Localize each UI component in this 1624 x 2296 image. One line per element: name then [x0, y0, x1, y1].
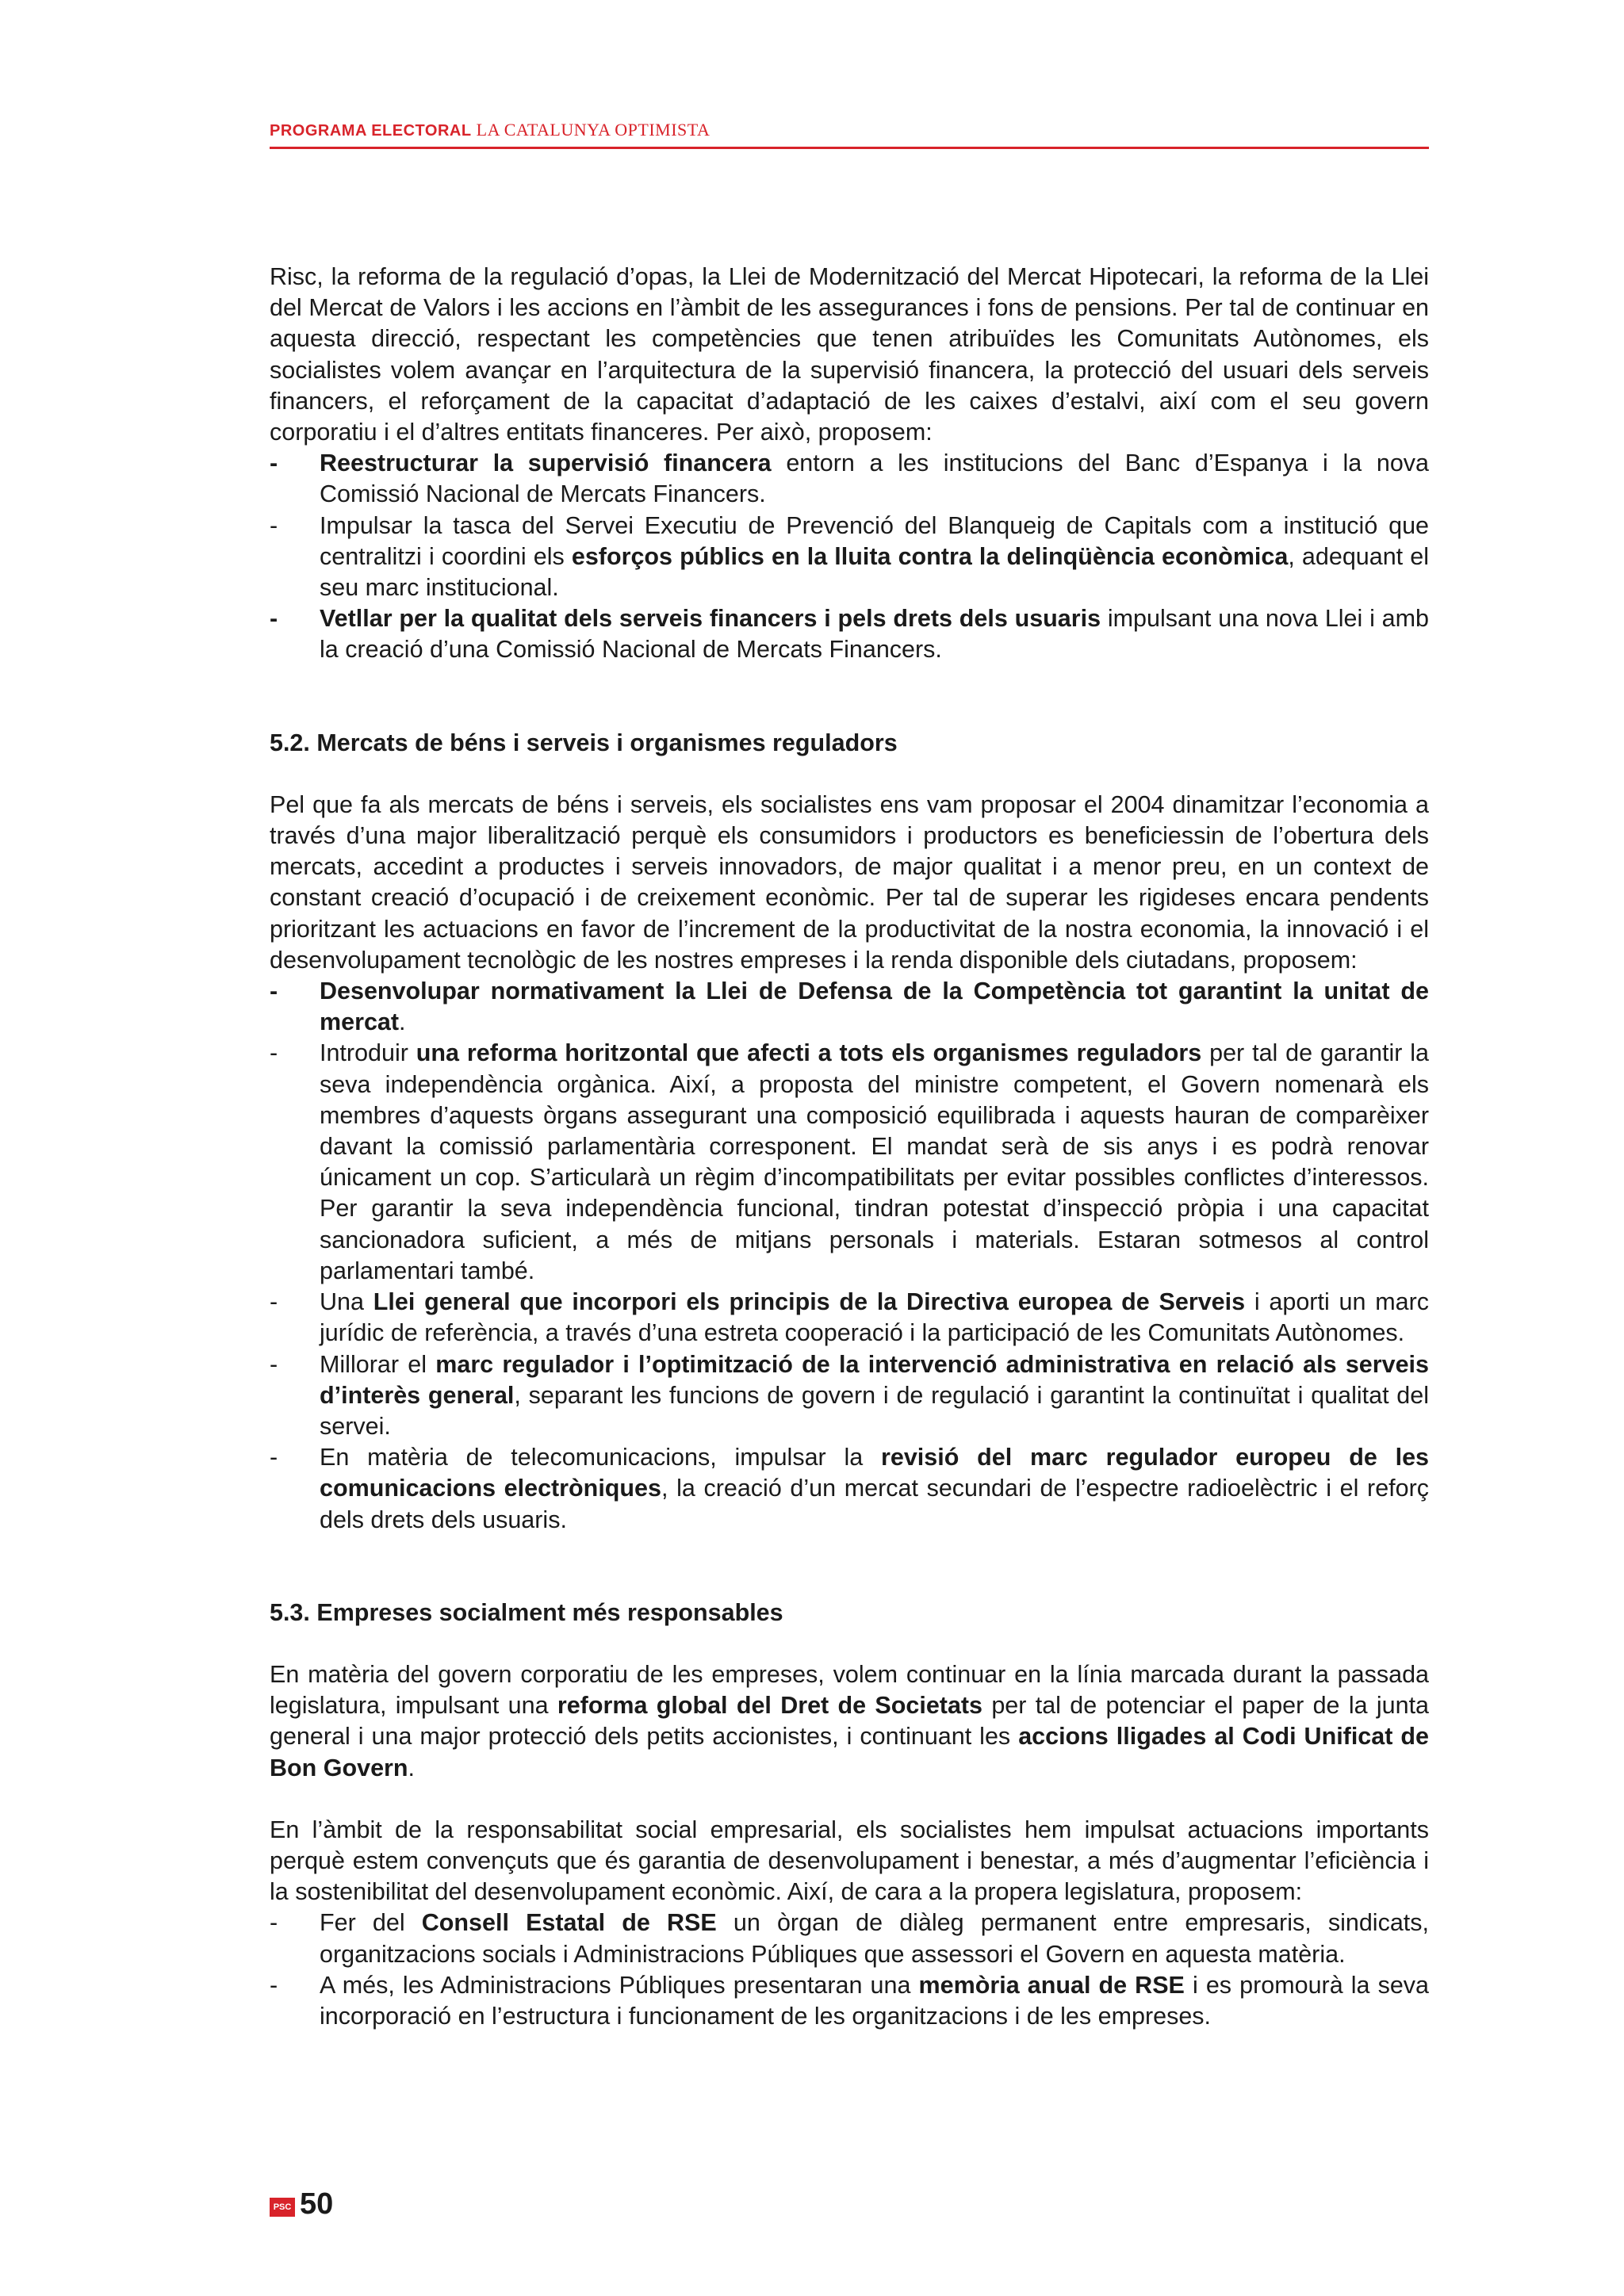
dash-bullet: - [270, 450, 278, 477]
dash-bullet: - [270, 1971, 278, 1999]
emphasis: marc regulador i l’optimització de la intervenció administrativa en relació als serveis d’interès general [320, 1350, 1429, 1409]
header-program: PROGRAMA ELECTORAL [270, 122, 472, 140]
page-number: 50 [300, 2187, 334, 2221]
dash-bullet: - [270, 1288, 278, 1316]
dash-bullet: - [270, 1909, 278, 1937]
list-item [270, 1038, 1429, 1287]
emphasis: revisió del marc regulador europeu de les comunicacions electròniques [320, 1444, 1429, 1502]
page-content [270, 262, 1429, 2032]
emphasis: Llei general que incorpori els principis de la Directiva europea de Serveis [373, 1288, 1246, 1316]
header-subtitle: LA CATALUNYA OPTIMISTA [476, 120, 710, 140]
emphasis: reforma global del Dret de Societats [557, 1692, 983, 1720]
item-text: , la creació d’un mercat secundari de l’espectre radioelèctric i el reforç dels drets dels usuaris. [320, 1475, 1429, 1533]
list-item [270, 976, 1429, 1038]
section-heading-5-2: 5.2. Mercats de béns i serveis i organismes reguladors [270, 729, 898, 756]
item-text: , separant les funcions de govern i de regulació i garantint la continuïtat i qualitat del servei. [320, 1381, 1430, 1440]
dash-bullet: - [270, 1350, 278, 1378]
section-5-2-paragraph: Pel que fa als mercats de béns i serveis, els socialistes ens vam proposar el 2004 dinamitzar l’economia a través d’una major liberalització perquè els consumidors i productors es beneficiessin de l’obertura dels mercats, accedint a productes i serveis innovadors, de major qualitat i a menor preu, en un context de constant creació d’ocupació i de creixement econòmic. Per tal de superar les rigideses encara pendents prioritzant les actuacions en favor de l’increment de la productivitat de la nostra economia, la innovació i el desenvolupament tecnològic de les nostres empreses i la renda disponible dels ciutadans, proposem: [270, 790, 1429, 974]
intro-list [270, 448, 1429, 665]
item-text: Una [320, 1288, 373, 1316]
section-5-3-list [270, 1908, 1429, 2032]
item-text: A més, les Administracions Públiques presentaran una [320, 1971, 919, 1999]
item-text: Millorar el [320, 1350, 436, 1378]
item-text: Fer del [320, 1909, 422, 1937]
item-text: En matèria de telecomunicacions, impulsar la [320, 1444, 882, 1471]
emphasis: Consell Estatal de RSE [421, 1909, 717, 1937]
emphasis: una reforma horitzontal que afecti a tots els organismes reguladors [416, 1039, 1202, 1067]
item-text: per tal de garantir la seva independència orgànica. Així, a proposta del ministre competent, el Govern nomenarà els membres d’aquests òrgans assegurant una composició equilibrada i aquests hauran de comparèixer davant la comissió parlamentària corresponent. El mandat serà de sis anys i es podrà renovar únicament un cop. S’articularà un règim d’incompatibilitats per evitar possibles conflictes d’interessos. Per garantir la seva independència funcional, tindran potestat d’inspecció pròpia i una capacitat sancionadora suficient, a més de mitjans personals i materials. Estaran sotmesos al control parlamentari també. [320, 1039, 1429, 1284]
item-text: entorn a les institucions del Banc d’Espanya i la nova Comissió Nacional de Mercats Financers. [320, 450, 1429, 508]
list-item [270, 1349, 1429, 1443]
header-title [270, 120, 1429, 140]
dash-bullet: - [270, 1039, 278, 1067]
list-item [270, 511, 1429, 604]
item-text: . [399, 1008, 406, 1036]
list-item [270, 1908, 1429, 1969]
emphasis: esforços públics en la lluita contra la delinqüència econòmica [571, 542, 1289, 570]
item-text: Impulsar la tasca del Servei Executiu de Prevenció del Blanqueig de Capitals com a institució que centralitzi i coordini els [320, 511, 1429, 570]
intro-paragraph: Risc, la reforma de la regulació d’opas, la Llei de Modernització del Mercat Hipotecari, la reforma de la Llei del Mercat de Valors i les accions en l’àmbit de les assegurances i fons de pensions. Per tal de continuar en aquesta direcció, respectant les competències que tenen atribuïdes les Comunitats Autònomes, els socialistes volem avançar en l’arquitectura de la supervisió financera, la protecció del usuari dels serveis financers, el reforçament de la capacitat d’adaptació de les caixes d’estalvi, així com el seu govern corporatiu i el d’altres entitats financeres. Per això, proposem: [270, 263, 1429, 446]
section-5-3-paragraph-1 [270, 1659, 1429, 1784]
page-footer [270, 2188, 333, 2220]
emphasis: Desenvolupar normativament la Llei de Defensa de la Competència tot garantint la unitat de mercat [320, 978, 1429, 1036]
item-text: , adequant el seu marc institucional. [320, 542, 1430, 602]
dash-bullet: - [270, 605, 278, 633]
item-text: impulsant una nova Llei i amb la creació d’una Comissió Nacional de Mercats Financers. [320, 605, 1429, 664]
item-text: un òrgan de diàleg permanent entre empresaris, sindicats, organitzacions socials i Administracions Públiques que assessori el Govern en aquesta matèria. [320, 1909, 1429, 1968]
emphasis: Vetllar per la qualitat dels serveis financers i pels drets dels usuaris [320, 605, 1101, 633]
para-text: En matèria del govern corporatiu de les empreses, volem continuar en la línia marcada durant la passada legislatura, impulsant una [270, 1660, 1429, 1720]
para-text: per tal de potenciar el paper de la junta general i una major protecció dels petits accionistes, i continuant les [270, 1692, 1430, 1751]
emphasis: accions lligades al Codi Unificat de Bon Govern [270, 1723, 1429, 1781]
dash-bullet: - [270, 511, 278, 539]
dash-bullet: - [270, 1444, 278, 1471]
page-header [270, 120, 1429, 149]
item-text: Introduir [320, 1039, 416, 1067]
dash-bullet: - [270, 978, 278, 1005]
item-text: i aporti un marc jurídic de referència, a través d’una estreta cooperació i la participació de les Comunitats Autònomes. [320, 1288, 1429, 1347]
emphasis: memòria anual de RSE [918, 1971, 1185, 1999]
emphasis: Reestructurar la supervisió financera [320, 450, 772, 477]
list-item [270, 1287, 1429, 1349]
para-text: . [408, 1754, 416, 1781]
list-item [270, 1442, 1429, 1536]
item-text: i es promourà la seva incorporació en l’estructura i funcionament de les organitzacions i de les empreses. [320, 1971, 1429, 2030]
list-item [270, 603, 1429, 665]
list-item [270, 448, 1429, 510]
section-heading-5-3: 5.3. Empreses socialment més responsables [270, 1598, 783, 1626]
psc-logo: PSC [270, 2198, 295, 2217]
list-item [270, 1970, 1429, 2032]
section-5-2-list [270, 976, 1429, 1536]
section-5-3-paragraph-2: En l’àmbit de la responsabilitat social empresarial, els socialistes hem impulsat actuacions importants perquè estem convençuts que és garantia de desenvolupament i benestar, a més d’augmentar l’eficiència i la sostenibilitat del desenvolupament econòmic. Així, de cara a la propera legislatura, proposem: [270, 1816, 1429, 1906]
